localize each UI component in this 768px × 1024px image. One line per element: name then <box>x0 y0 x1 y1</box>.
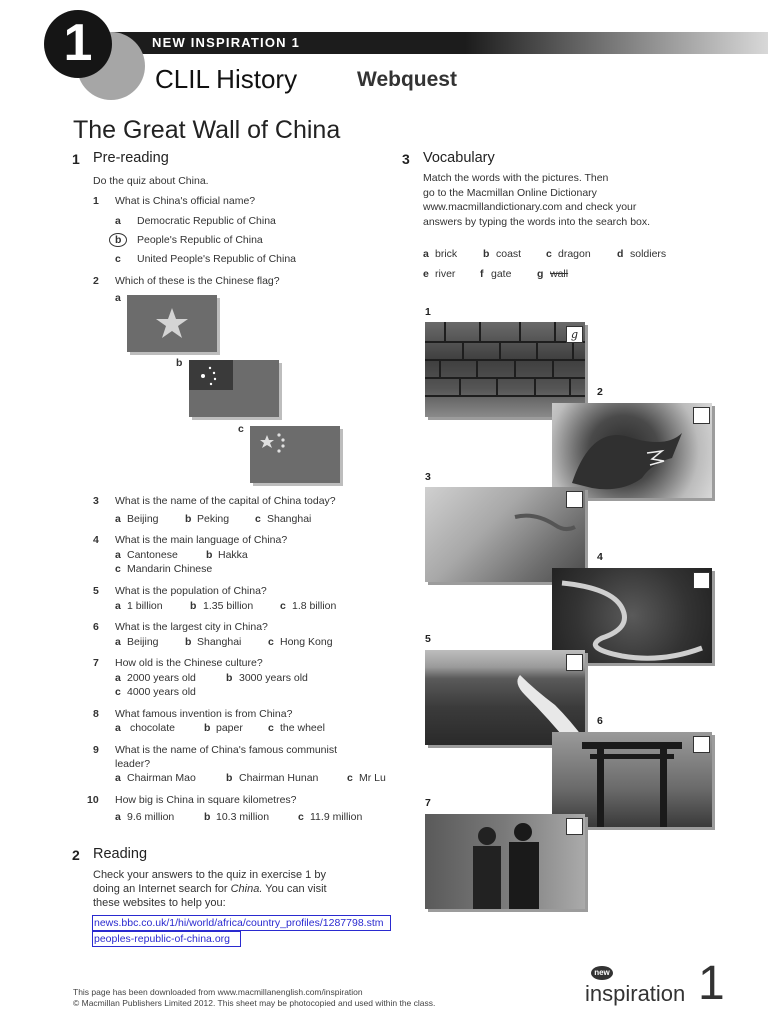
q6-a-option: Beijing <box>127 636 159 648</box>
flag-b <box>189 360 279 417</box>
q7-b-option: 3000 years old <box>239 672 308 684</box>
q6-a-letter: a <box>115 636 121 648</box>
section2-line2-post: You can visit <box>262 883 327 895</box>
q5-number: 5 <box>93 585 99 597</box>
picture-2-dragon <box>552 403 712 498</box>
picture-1-number: 1 <box>425 306 431 318</box>
dragon-illustration <box>552 403 712 498</box>
word-c-letter: c <box>546 248 552 260</box>
page-title: The Great Wall of China <box>73 116 341 144</box>
picture-4-checkbox[interactable] <box>693 572 710 589</box>
q1-c-letter: c <box>115 253 121 265</box>
section1-number: 1 <box>72 151 80 167</box>
section3-title: Vocabulary <box>423 150 495 166</box>
q1-number: 1 <box>93 195 99 207</box>
q7-b-letter: b <box>226 672 233 684</box>
logo-number: 1 <box>698 957 725 1010</box>
coast-illustration <box>425 650 585 745</box>
q2-number: 2 <box>93 275 99 287</box>
section2-number: 2 <box>72 847 80 863</box>
picture-6-number: 6 <box>597 715 603 727</box>
q6-c-letter: c <box>268 636 274 648</box>
q5-text: What is the population of China? <box>115 585 267 597</box>
q3-b-letter: b <box>185 513 192 525</box>
section2-title: Reading <box>93 846 148 862</box>
star-icon <box>127 295 217 352</box>
flag-c <box>250 426 340 483</box>
section3-line3: www.macmillandictionary.com and check your <box>423 201 637 213</box>
q4-text: What is the main language of China? <box>115 534 288 546</box>
picture-3-number: 3 <box>425 471 431 483</box>
header-subtitle: Webquest <box>357 68 457 91</box>
q8-b-option: paper <box>216 722 243 734</box>
word-f-letter: f <box>480 268 484 280</box>
q5-a-option: 1 billion <box>127 600 163 612</box>
link-china-org[interactable]: peoples-republic-of-china.org <box>94 933 230 945</box>
q1-a-option: Democratic Republic of China <box>137 215 276 227</box>
q1-b-option: People's Republic of China <box>137 234 263 246</box>
q4-c-letter: c <box>115 563 121 575</box>
q8-text: What famous invention is from China? <box>115 708 293 720</box>
section2-line3: these websites to help you: <box>93 897 226 909</box>
word-soldiers: soldiers <box>630 248 667 260</box>
word-brick: brick <box>435 248 458 260</box>
q4-a-option: Cantonese <box>127 549 178 561</box>
picture-6-soldiers-gate <box>552 732 712 827</box>
picture-7-number: 7 <box>425 797 431 809</box>
q9-c-option: Mr Lu <box>359 772 386 784</box>
q10-a-option: 9.6 million <box>127 811 175 823</box>
q3-number: 3 <box>93 495 99 507</box>
q6-b-letter: b <box>185 636 192 648</box>
gate-illustration <box>552 732 712 827</box>
q9-number: 9 <box>93 744 99 756</box>
q8-number: 8 <box>93 708 99 720</box>
q10-c-letter: c <box>298 811 304 823</box>
q5-b-option: 1.35 billion <box>203 600 254 612</box>
picture-3-checkbox[interactable] <box>566 491 583 508</box>
word-b-letter: b <box>483 248 490 260</box>
section2-line2 <box>93 883 327 895</box>
q10-number: 10 <box>87 794 99 806</box>
section3-line4: answers by typing the words into the search box. <box>423 216 651 228</box>
unit-number-badge: 1 <box>44 10 112 78</box>
word-d-letter: d <box>617 248 624 260</box>
q4-c-option: Mandarin Chinese <box>127 563 213 575</box>
q9-a-letter: a <box>115 772 121 784</box>
q9-b-option: Chairman Hunan <box>239 772 319 784</box>
picture-4-river <box>552 568 712 663</box>
picture-4-number: 4 <box>597 551 603 563</box>
picture-2-checkbox[interactable] <box>693 407 710 424</box>
word-wall-used: wall <box>550 268 569 280</box>
picture-7-checkbox[interactable] <box>566 818 583 835</box>
q7-a-option: 2000 years old <box>127 672 196 684</box>
q7-number: 7 <box>93 657 99 669</box>
footer-copyright: © Macmillan Publishers Limited 2012. This sheet may be photocopied and used within the class. <box>73 998 436 1008</box>
q1-c-option: United People's Republic of China <box>137 253 297 265</box>
word-g-letter: g <box>537 268 544 280</box>
q6-c-option: Hong Kong <box>280 636 333 648</box>
section1-title: Pre-reading <box>93 150 169 166</box>
q10-b-option: 10.3 million <box>216 811 270 823</box>
river-illustration <box>552 568 712 663</box>
q8-a-option: chocolate <box>130 722 175 734</box>
q4-number: 4 <box>93 534 99 546</box>
link-bbc[interactable]: news.bbc.co.uk/1/hi/world/africa/country_profiles/1287798.stm <box>94 917 384 929</box>
section3-line2: go to the Macmillan Online Dictionary <box>423 187 597 199</box>
series-name: NEW INSPIRATION 1 <box>152 35 301 50</box>
q2-text: Which of these is the Chinese flag? <box>115 275 280 287</box>
word-a-letter: a <box>423 248 429 260</box>
section3-number: 3 <box>402 151 410 167</box>
section2-line2-pre: doing an Internet search for <box>93 883 231 895</box>
flag-a <box>127 295 217 352</box>
q8-c-option: the wheel <box>280 722 325 734</box>
q6-b-option: Shanghai <box>197 636 242 648</box>
q4-a-letter: a <box>115 549 121 561</box>
section1-intro: Do the quiz about China. <box>93 175 209 187</box>
q10-b-letter: b <box>204 811 211 823</box>
q5-c-letter: c <box>280 600 286 612</box>
q9-b-letter: b <box>226 772 233 784</box>
word-coast: coast <box>496 248 522 260</box>
q10-c-option: 11.9 million <box>310 811 363 823</box>
picture-5-coast <box>425 650 585 745</box>
q10-text: How big is China in square kilometres? <box>115 794 297 806</box>
flag-b-letter: b <box>176 357 183 369</box>
q5-b-letter: b <box>190 600 197 612</box>
q1-a-letter: a <box>115 215 121 227</box>
q1-b-letter: b <box>115 234 122 246</box>
flag-c-letter: c <box>238 423 244 435</box>
section3-line1: Match the words with the pictures. Then <box>423 172 609 184</box>
logo-new-badge: new <box>591 966 613 980</box>
q3-a-letter: a <box>115 513 121 525</box>
footer-download-note: This page has been downloaded from www.macmillanenglish.com/inspiration <box>73 987 363 997</box>
picture-6-checkbox[interactable] <box>693 736 710 753</box>
q9-text-line1: What is the name of China's famous communist <box>115 744 338 756</box>
q6-number: 6 <box>93 621 99 633</box>
picture-1-checkbox[interactable]: g <box>566 326 583 343</box>
q9-c-letter: c <box>347 772 353 784</box>
flag-b-canton <box>189 360 233 390</box>
q9-text-line2: leader? <box>115 758 151 770</box>
word-gate: gate <box>491 268 512 280</box>
logo-word: inspiration <box>585 981 686 1006</box>
picture-7-wall-soldiers <box>425 814 585 909</box>
q10-a-letter: a <box>115 811 121 823</box>
q3-c-option: Shanghai <box>267 513 312 525</box>
section2-line2-em: China. <box>230 883 263 895</box>
q4-b-option: Hakka <box>218 549 248 561</box>
q8-c-letter: c <box>268 722 274 734</box>
q4-b-letter: b <box>206 549 213 561</box>
q6-text: What is the largest city in China? <box>115 621 268 633</box>
flag-a-letter: a <box>115 292 121 304</box>
stars-icon <box>250 426 340 483</box>
q5-c-option: 1.8 billion <box>292 600 337 612</box>
soldiers-illustration <box>425 814 585 909</box>
picture-5-number: 5 <box>425 633 431 645</box>
word-dragon: dragon <box>558 248 591 260</box>
q1-text: What is China's official name? <box>115 195 256 207</box>
q7-c-option: 4000 years old <box>127 686 196 698</box>
section2-line1: Check your answers to the quiz in exercise 1 by <box>93 869 326 881</box>
q9-a-option: Chairman Mao <box>127 772 196 784</box>
q3-b-option: Peking <box>197 513 230 525</box>
q8-a-letter: a <box>115 722 121 734</box>
q7-a-letter: a <box>115 672 121 684</box>
q3-c-letter: c <box>255 513 261 525</box>
q7-c-letter: c <box>115 686 121 698</box>
q7-text: How old is the Chinese culture? <box>115 657 263 669</box>
stars-icon <box>189 360 233 390</box>
picture-2-number: 2 <box>597 386 603 398</box>
q3-text: What is the name of the capital of China today? <box>115 495 336 507</box>
q8-b-letter: b <box>204 722 211 734</box>
word-e-letter: e <box>423 268 429 280</box>
word-river: river <box>435 268 456 280</box>
q5-a-letter: a <box>115 600 121 612</box>
header-title: CLIL History <box>155 64 298 94</box>
q3-a-option: Beijing <box>127 513 159 525</box>
picture-5-checkbox[interactable] <box>566 654 583 671</box>
